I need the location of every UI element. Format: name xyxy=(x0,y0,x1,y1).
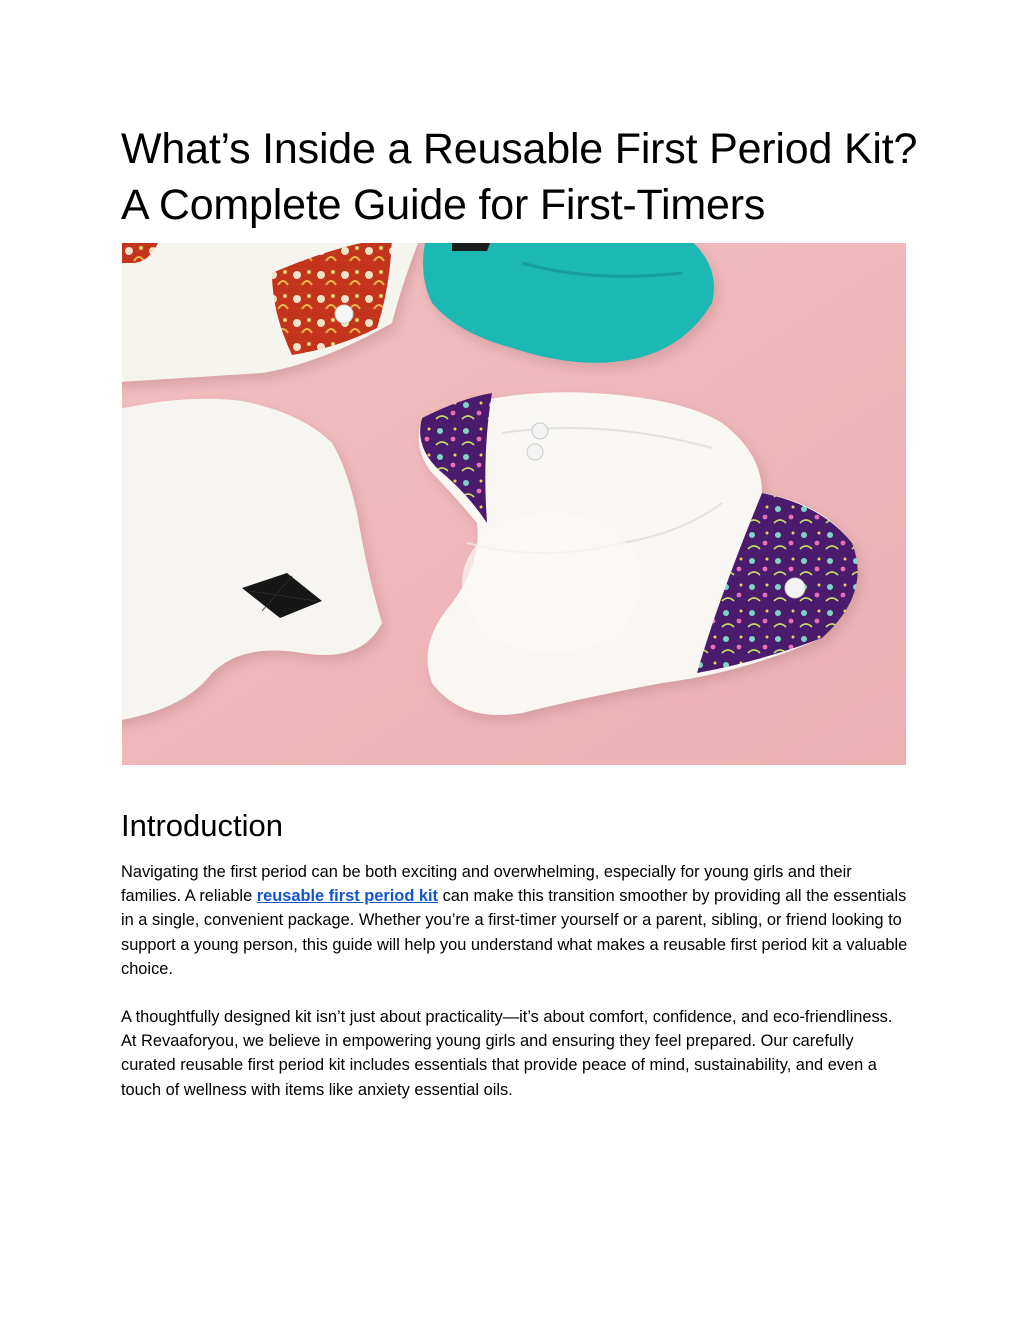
introduction-heading: Introduction xyxy=(121,808,283,843)
cloth-pads-photo-icon xyxy=(122,243,906,765)
document-title: What’s Inside a Reusable First Period Kit? A Complete Guide for First-Timers xyxy=(121,125,918,229)
introduction-paragraph-1 xyxy=(121,860,911,981)
paragraph-text: can make this transition smoother by providing all the essentials in a single, convenient package. Whether you’re a first-timer yourself or a parent, sibling, or friend looking to support a young person, this guide will help you understand what makes a reusable first period kit a valuable choice. xyxy=(121,887,908,978)
hero-image xyxy=(122,243,906,765)
introduction-paragraph-2: A thoughtfully designed kit isn’t just about practicality—it’s about comfort, confidence, and eco-friendliness. At Revaaforyou, we believe in empowering young girls and ensuring they feel prepared. Our carefully curated reusable first period kit includes essentials that provide peace of mind, sustainability, and even a touch of wellness with items like anxiety essential oils. xyxy=(121,1008,893,1099)
paragraph-text: Navigating the first period can be both exciting and overwhelming, especially for young girls and their families. A reliable xyxy=(121,863,852,906)
reusable-first-period-kit-link[interactable]: reusable first period kit xyxy=(256,887,439,906)
